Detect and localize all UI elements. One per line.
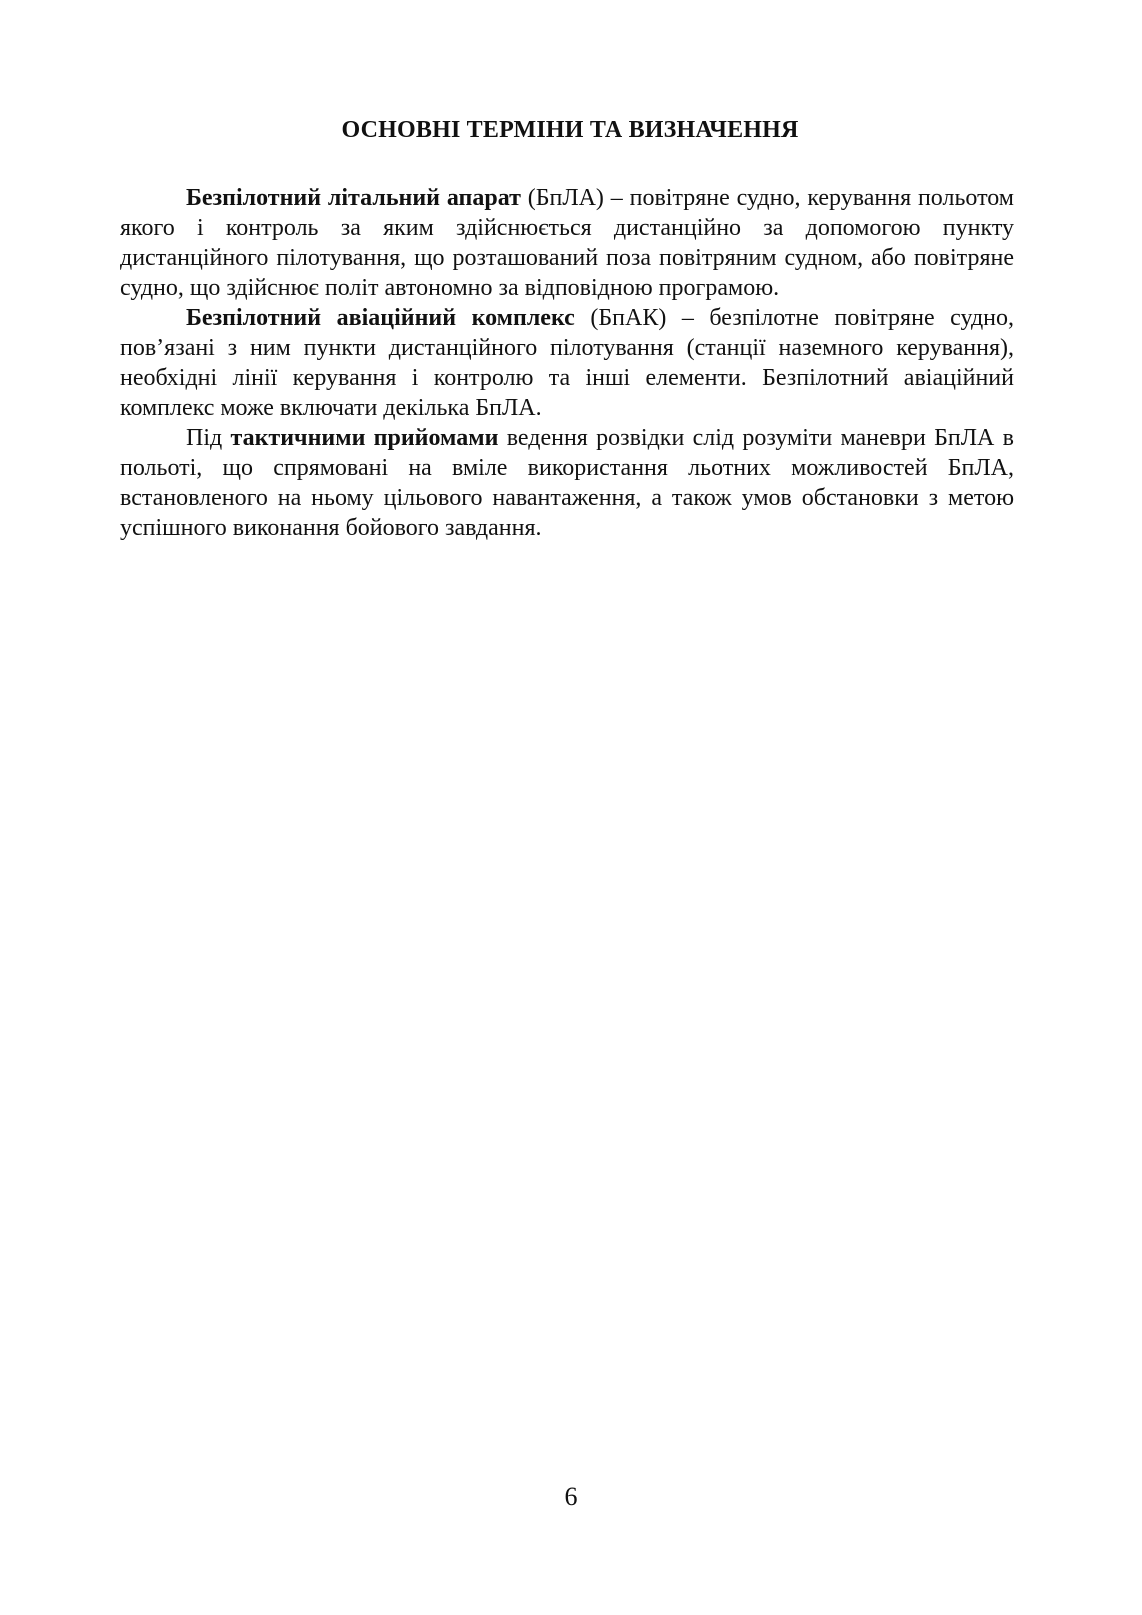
definition-paragraph-tactics <box>120 423 1014 543</box>
term-tactics: тактичними прийомами <box>230 425 499 451</box>
definition-text: (БпАК) – безпілотне повітряне судно, пов’язані з ним пункти дистанційного пілотування (станції наземного керування), необхідні лінії керування і контролю та інші елементи. Безпілотний авіаційний комплекс може включати декілька БпЛА. <box>120 305 1015 421</box>
definition-text: ведення розвідки слід розуміти маневри БпЛА в польоті, що спрямовані на вміле використання льотних можливостей БпЛА, встановленого на ньому цільового навантаження, а також умов обстановки з метою успішного виконання бойового завдання. <box>120 425 1014 541</box>
definitions-body <box>120 183 1014 543</box>
definition-paragraph-uas <box>120 303 1014 423</box>
term-uas: Безпілотний авіаційний комплекс <box>186 305 575 331</box>
page-title: ОСНОВНІ ТЕРМІНИ ТА ВИЗНАЧЕННЯ <box>341 117 799 143</box>
term-uav: Безпілотний літальний апарат <box>186 185 521 211</box>
page-number: 6 <box>564 1482 578 1511</box>
paragraph-lead: Під <box>186 425 231 451</box>
definition-paragraph-uav <box>120 183 1014 303</box>
definition-text: (БпЛА) – повітряне судно, керування польотом якого і контроль за яким здійснюється дистанційно за допомогою пункту дистанційного пілотування, що розташований поза повітряним судном, або повітряне судно, що здійснює політ автономно за відповідною програмою. <box>120 185 1014 301</box>
